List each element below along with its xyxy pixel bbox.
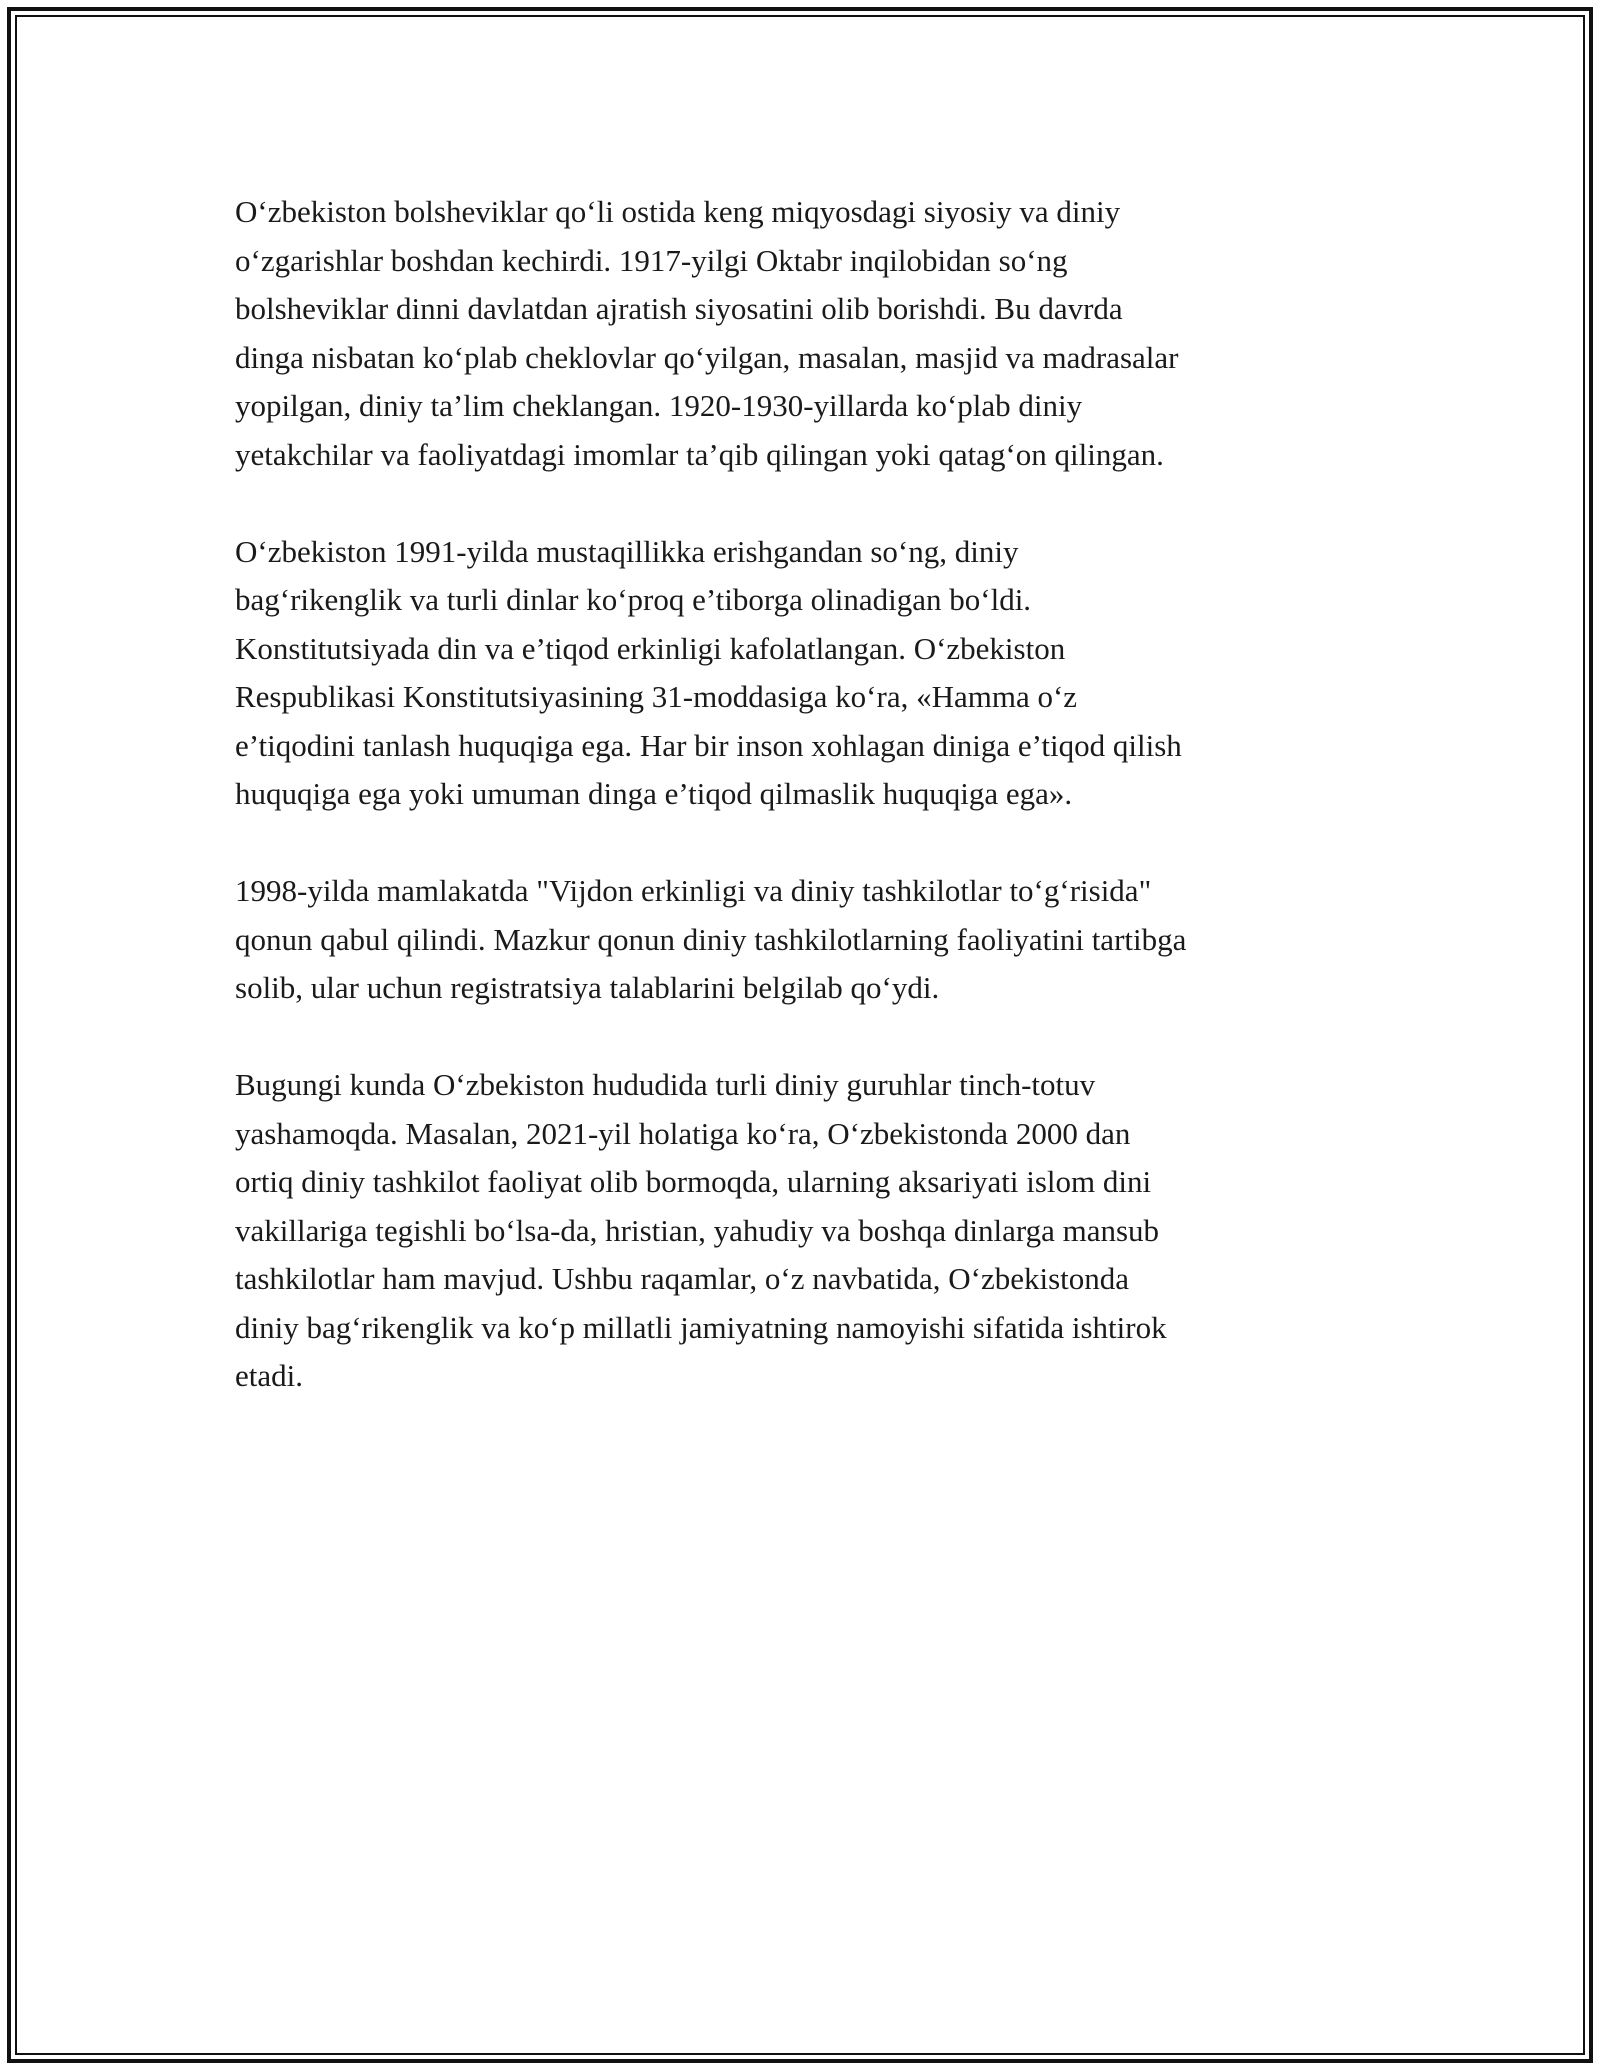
paragraph-independence	[235, 528, 1385, 819]
text-line: diniy bag‘rikenglik va ko‘p millatli jamiyatning namoyishi sifatida ishtirok	[235, 1309, 1167, 1345]
text-line: yetakchilar va faoliyatdagi imomlar ta’qib qilingan yoki qatag‘on qilingan.	[235, 436, 1164, 472]
text-line: dinga nisbatan ko‘plab cheklovlar qo‘yilgan, masalan, masjid va madrasalar	[235, 339, 1179, 375]
text-line: ortiq diniy tashkilot faoliyat olib bormoqda, ularning aksariyati islom dini	[235, 1164, 1152, 1199]
text-line: e’tiqodini tanlash huquqiga ega. Har bir inson xohlagan diniga e’tiqod qilish	[235, 727, 1182, 763]
text-line: O‘zbekiston 1991-yilda mustaqillikka erishgandan so‘ng, diniy	[235, 533, 1019, 569]
text-line: bag‘rikenglik va turli dinlar ko‘proq e’tiborga olinadigan bo‘ldi.	[235, 582, 1032, 617]
paragraph-present-day	[235, 1061, 1385, 1401]
text-line: qonun qabul qilindi. Mazkur qonun diniy tashkilotlarning faoliyatini tartibga	[235, 921, 1187, 957]
text-line: Konstitutsiyada din va e’tiqod erkinligi kafolatlangan. O‘zbekiston	[235, 630, 1066, 666]
text-line: tashkilotlar ham mavjud. Ushbu raqamlar, o‘z navbatida, O‘zbekistonda	[235, 1261, 1130, 1296]
text-line: 1998-yilda mamlakatda "Vijdon erkinligi va diniy tashkilotlar to‘g‘risida"	[235, 873, 1152, 908]
text-line: yopilgan, diniy ta’lim cheklangan. 1920-1930-yillarda ko‘plab diniy	[235, 388, 1083, 423]
text-line: O‘zbekiston bolsheviklar qo‘li ostida keng miqyosdagi siyosiy va diniy	[235, 194, 1121, 229]
text-line: Respublikasi Konstitutsiyasining 31-moddasiga ko‘ra, «Hamma o‘z	[235, 679, 1078, 714]
text-line: vakillariga tegishli bo‘lsa-da, hristian, yahudiy va boshqa dinlarga mansub	[235, 1212, 1160, 1248]
text-line: o‘zgarishlar boshdan kechirdi. 1917-yilgi Oktabr inqilobidan so‘ng	[235, 242, 1068, 278]
text-line: huquqiga ega yoki umuman dinga e’tiqod qilmaslik huquqiga ega».	[235, 776, 1073, 811]
paragraph-soviet-era	[235, 188, 1385, 479]
document-body	[235, 188, 1385, 1449]
text-line: bolsheviklar dinni davlatdan ajratish siyosatini olib borishdi. Bu davrda	[235, 291, 1123, 326]
paragraph-1998-law	[235, 867, 1385, 1013]
text-line: yashamoqda. Masalan, 2021-yil holatiga ko‘ra, O‘zbekistonda 2000 dan	[235, 1115, 1131, 1151]
text-line: solib, ular uchun registratsiya talablarini belgilab qo‘ydi.	[235, 970, 940, 1005]
text-line: etadi.	[235, 1358, 303, 1393]
text-line: Bugungi kunda O‘zbekiston hududida turli diniy guruhlar tinch-totuv	[235, 1067, 1096, 1102]
